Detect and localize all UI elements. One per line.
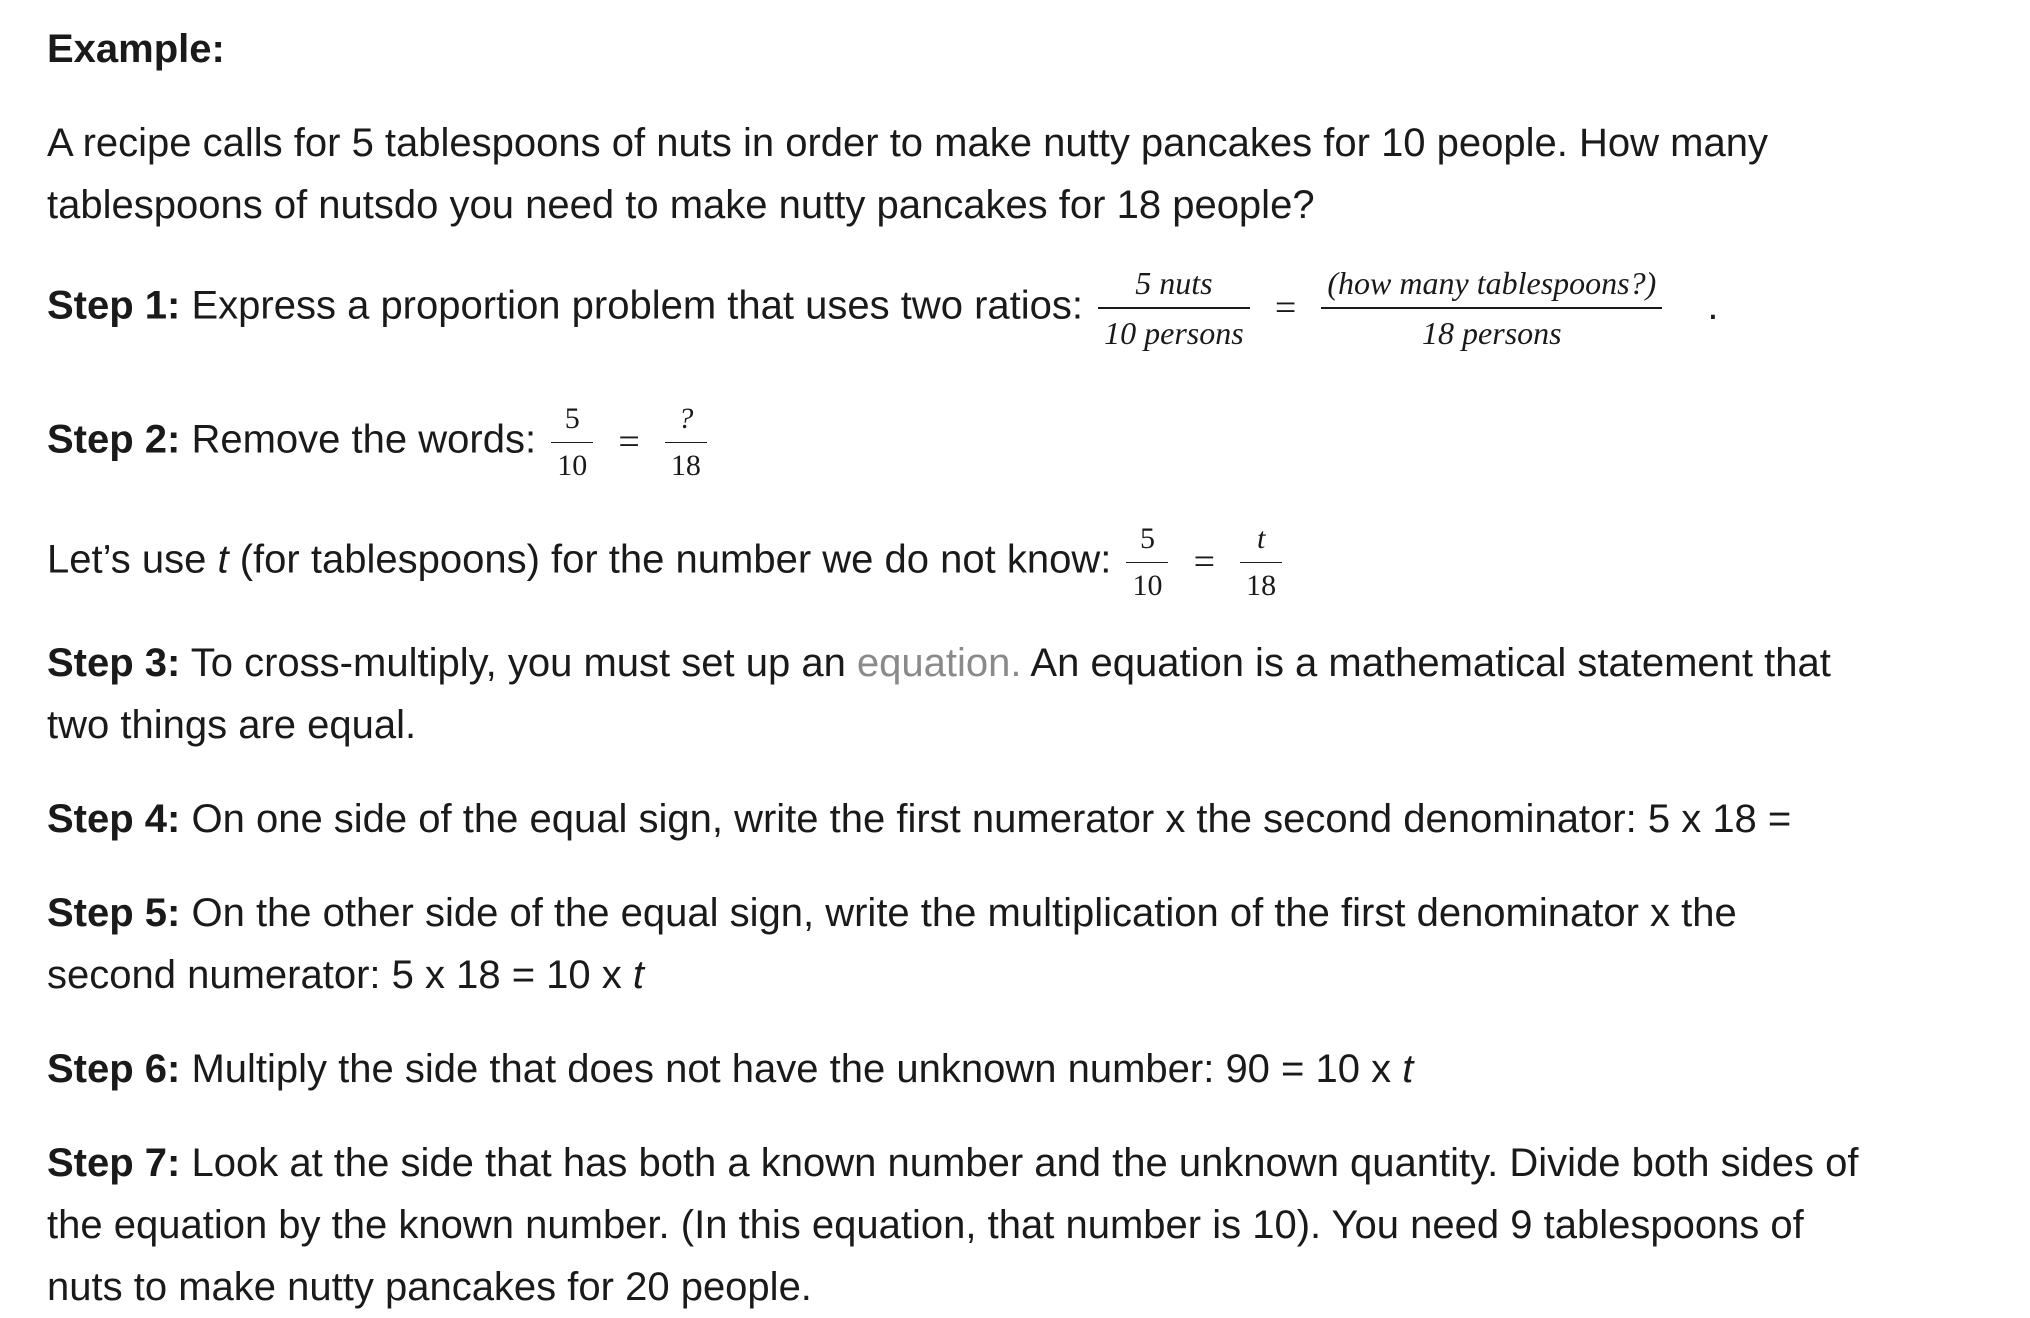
step-2-fraction-left	[551, 400, 593, 484]
fraction-denominator: 18	[670, 448, 701, 482]
step-5-label: Step 5:	[47, 891, 181, 935]
step-1-fraction-left	[1098, 263, 1250, 353]
step-3-line-2: two things are equal.	[47, 703, 417, 747]
problem-line-2: tablespoons of nutsdo you need to make nutty pancakes for 18 people?	[47, 183, 1315, 227]
step-1-fraction-right	[1321, 263, 1662, 353]
equals-sign: =	[1274, 287, 1297, 329]
step-6-label: Step 6:	[47, 1047, 181, 1091]
use-t-fraction-left	[1126, 520, 1168, 604]
step-4-label: Step 4:	[47, 797, 181, 841]
step-2-text: Remove the words:	[180, 417, 537, 462]
step-7-label: Step 7:	[47, 1141, 181, 1185]
step-2-fraction-right	[665, 400, 707, 484]
use-t-fraction-right	[1240, 520, 1282, 604]
equation-term: equation.	[856, 641, 1022, 685]
trailing-period: .	[1707, 283, 1719, 328]
fraction-numerator: 5	[1126, 520, 1168, 563]
fraction-denominator: 10	[557, 448, 588, 482]
equals-sign: =	[618, 421, 640, 463]
example-heading: Example:	[47, 27, 225, 71]
step-3-label: Step 3:	[47, 641, 181, 685]
step-5-line-1: Step 5: On the other side of the equal sign, write the multiplication of the first denominator x the	[47, 891, 1737, 935]
use-t-line: Let’s use t (for tablespoons) for the number we do not know: $\frac{5}{10}$ = $\frac{t}{18}$	[47, 520, 1286, 604]
step-4: Step 4: On one side of the equal sign, write the first numerator x the second denominator: 5 x 18 =	[47, 797, 1792, 841]
variable-t: t	[1402, 1047, 1414, 1091]
fraction-denominator: 18	[1246, 568, 1277, 602]
step-6: Step 6: Multiply the side that does not have the unknown number: 90 = 10 x t	[47, 1047, 1414, 1091]
step-7-line-1: Step 7: Look at the side that has both a known number and the unknown quantity. Divide both sides of	[47, 1141, 1859, 1185]
fraction-numerator: ?	[665, 400, 707, 443]
fraction-numerator: (how many tablespoons?)	[1321, 263, 1662, 309]
equals-sign: =	[1193, 541, 1216, 583]
step-2	[47, 400, 711, 484]
variable-t: t	[217, 537, 229, 582]
step-1	[47, 263, 1719, 353]
step-1-text: Express a proportion problem that uses two ratios:	[180, 283, 1084, 328]
step-7-line-2: the equation by the known number. (In this equation, that number is 10). You need 9 tablespoons of	[47, 1203, 1804, 1247]
fraction-numerator: t	[1240, 520, 1282, 563]
fraction-numerator: 5 nuts	[1098, 263, 1250, 309]
fraction-denominator: 18 persons	[1422, 315, 1562, 351]
step-1-label: Step 1:	[47, 283, 181, 328]
fraction-denominator: 10	[1132, 568, 1163, 602]
step-2-label: Step 2:	[47, 417, 181, 462]
variable-t: t	[632, 953, 645, 997]
step-5-line-2: second numerator: 5 x 18 = 10 x t	[47, 953, 645, 997]
step-7-line-3: nuts to make nutty pancakes for 20 people.	[47, 1265, 812, 1309]
step-3-line-1: Step 3: To cross-multiply, you must set up an equation. An equation is a mathematical statement that	[47, 641, 1831, 685]
fraction-numerator: 5	[551, 400, 593, 443]
fraction-denominator: 10 persons	[1104, 315, 1244, 351]
problem-line-1: A recipe calls for 5 tablespoons of nuts in order to make nutty pancakes for 10 people. How many	[47, 121, 1768, 165]
